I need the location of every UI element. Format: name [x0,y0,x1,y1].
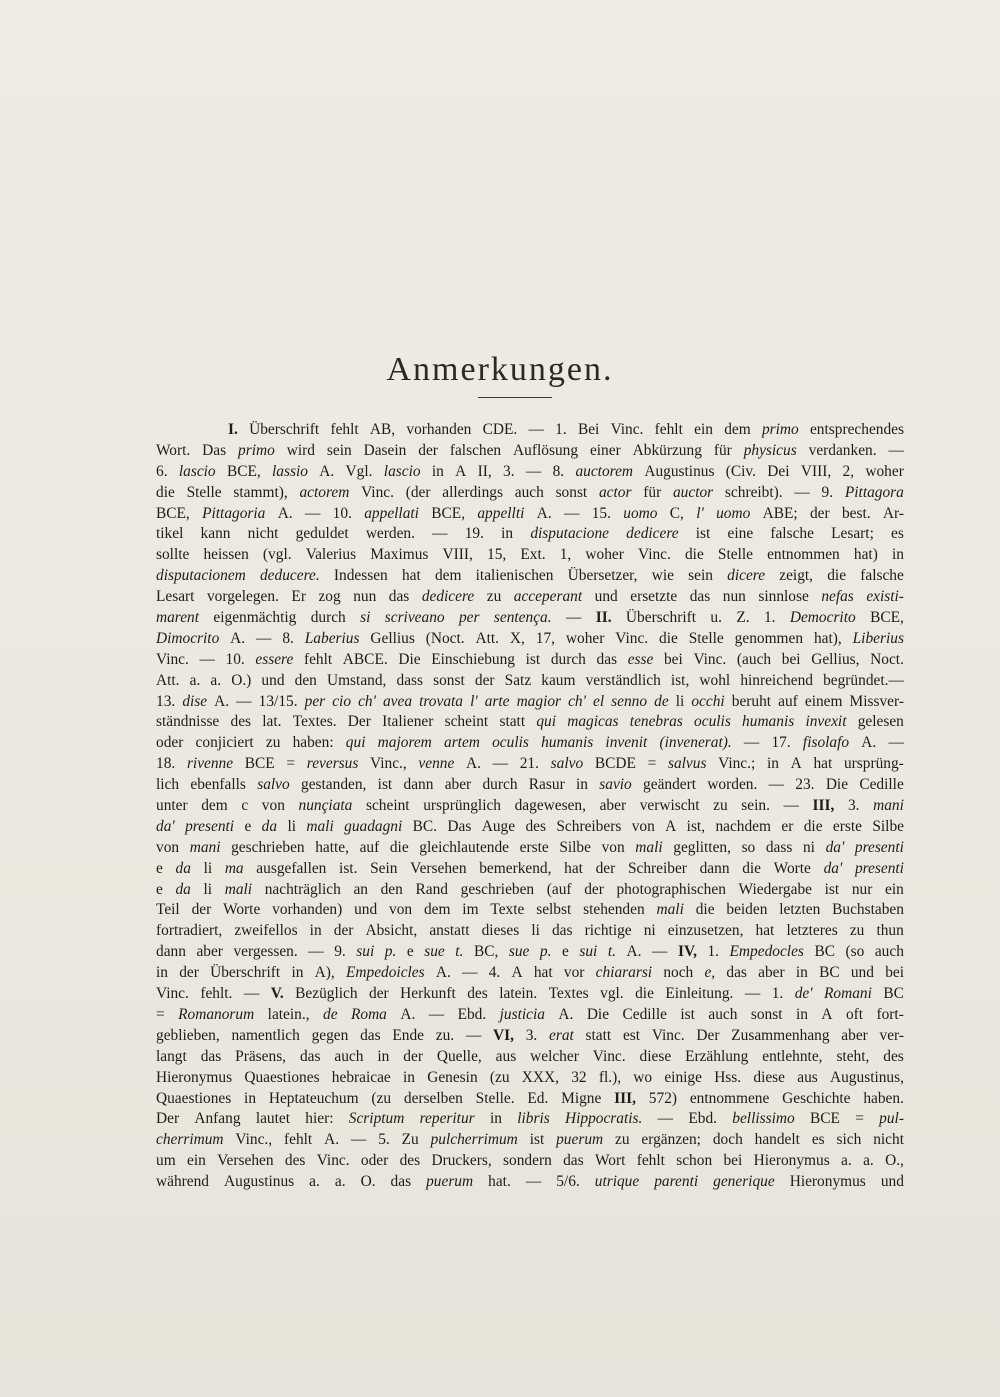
text-line: BCE, Pittagoria A. — 10. appellati BCE, appellti A. — 15. uomo C, l' uomo ABE; der best. Ar- [156,504,904,522]
text-line: sollte heissen (vgl. Valerius Maximus VIII, 15, Ext. 1, woher Vinc. die Stelle entnommen hat) in [156,546,904,564]
notes-body [156,420,904,1193]
text-line: die Stelle stammt), actorem Vinc. (der allerdings auch sonst actor für auctor schreibt). — 9. Pittagora [156,483,904,501]
text-line: 13. dise A. — 13/15. per cio ch' avea trovata l' arte magior ch' el senno de li occhi beruht auf einem Missver- [156,692,904,710]
text-line: tikel kann nicht geduldet werden. — 19. in disputacione dedicere ist eine falsche Lesart; es [156,525,904,543]
text-line: e da li ma ausgefallen ist. Sein Versehen bemerkend, hat der Schreiber dann die Worte da' presenti [156,859,904,877]
text-line: cherrimum Vinc., fehlt A. — 5. Zu pulcherrimum ist puerum zu ergänzen; doch handelt es sich nicht [156,1131,904,1149]
text-line: Teil der Worte vorhanden) und von dem im Texte selbst stehenden mali die beiden letzten Buchstaben [156,901,904,919]
text-line: disputacionem deducere. Indessen hat dem italienischen Übersetzer, wie sein dicere zeigt, die falsche [156,567,904,585]
text-line: Att. a. a. O.) und den Umstand, dass sonst der Satz kaum verständlich ist, wohl hinreichend begründet.— [156,671,904,689]
text-line: von mani geschrieben hatte, auf die gleichlautende erste Silbe von mali geglitten, so dass ni da' presenti [156,838,904,856]
text-line: Dimocrito A. — 8. Laberius Gellius (Noct. Att. X, 17, woher Vinc. die Stelle genommen hat), Liberius [156,629,904,647]
text-line: langt das Präsens, das auch in der Quelle, aus welcher Vinc. diese Erzählung entlehnte, steht, des [156,1047,904,1065]
text-line: in der Überschrift in A), Empedoicles A. — 4. A hat vor chiararsi noch e, das aber in BC und bei [156,964,904,982]
text-line: e da li mali nachträglich an den Rand geschrieben (auf der photographischen Wiedergabe ist nur ein [156,880,904,898]
text-line: um ein Versehen des Vinc. oder des Druckers, sondern das Wort fehlt schon bei Hieronymus a. a. O., [156,1152,904,1170]
text-line: lich ebenfalls salvo gestanden, ist dann aber durch Rasur in savio geändert worden. — 23. Die Cedille [156,776,904,794]
text-line: dann aber vergessen. — 9. sui p. e sue t. BC, sue p. e sui t. A. — IV, 1. Empedocles BC (so auch [156,943,904,961]
text-line: ständnisse des lat. Textes. Der Italiener scheint statt qui magicas tenebras oculis humanis invexit gelesen [156,713,904,731]
text-line: Der Anfang lautet hier: Scriptum reperitur in libris Hippocratis. — Ebd. bellissimo BCE = pul- [156,1110,904,1128]
text-line: = Romanorum latein., de Roma A. — Ebd. justicia A. Die Cedille ist auch sonst in A oft fort- [156,1005,904,1023]
text-line: I. Überschrift fehlt AB, vorhanden CDE. — 1. Bei Vinc. fehlt ein dem primo entsprechendes [228,421,904,438]
text-line: Vinc. fehlt. — V. Bezüglich der Herkunft des latein. Textes vgl. die Einleitung. — 1. de' Romani BC [156,985,904,1003]
text-line: Lesart vorgelegen. Er zog nun das dedicere zu acceperant und ersetzte das nun sinnlose nefas existi- [156,588,904,606]
text-line: Wort. Das primo wird sein Dasein der falschen Auflösung einer Abkürzung für physicus verdanken. — [156,441,904,459]
text-line: Vinc. — 10. essere fehlt ABCE. Die Einschiebung ist durch das esse bei Vinc. (auch bei Gellius, Noct. [156,650,904,668]
text-line: während Augustinus a. a. O. das puerum hat. — 5/6. utrique parenti generique Hieronymus und [156,1173,904,1191]
text-line: da' presenti e da li mali guadagni BC. Das Auge des Schreibers von A ist, nachdem er die erste Silbe [156,817,904,835]
text-line: Quaestiones in Heptateuchum (zu derselben Stelle. Ed. Migne III, 572) entnommene Geschichte haben. [156,1089,904,1107]
text-line: 6. lascio BCE, lassio A. Vgl. lascio in A II, 3. — 8. auctorem Augustinus (Civ. Dei VIII, 2, woher [156,462,904,480]
text-line: geblieben, namentlich gegen das Ende zu. — VI, 3. erat statt est Vinc. Der Zusammenhang aber ver- [156,1026,904,1044]
text-line: unter dem c von nunçiata scheint ursprünglich dagewesen, aber verwischt zu sein. — III, 3. mani [156,797,904,815]
text-line: oder conjiciert zu haben: qui majorem artem oculis humanis invenit (invenerat). — 17. fisolafo A. — [156,734,904,752]
text-line: fortradiert, zweifellos in der Absicht, anstatt dieses li das richtige ni einzusetzen, hat letzteres zu thun [156,922,904,940]
text-line: 18. rivenne BCE = reversus Vinc., venne A. — 21. salvo BCDE = salvus Vinc.; in A hat ursprüng- [156,755,904,773]
text-line: marent eigenmächtig durch si scriveano per sentença. — II. Überschrift u. Z. 1. Democrito BCE, [156,609,904,627]
page-title: Anmerkungen. [386,350,614,388]
title-rule [478,397,552,398]
text-line: Hieronymus Quaestiones hebraicae in Genesin (zu XXX, 32 fl.), wo einige Hss. diese aus Augustinus, [156,1068,904,1086]
